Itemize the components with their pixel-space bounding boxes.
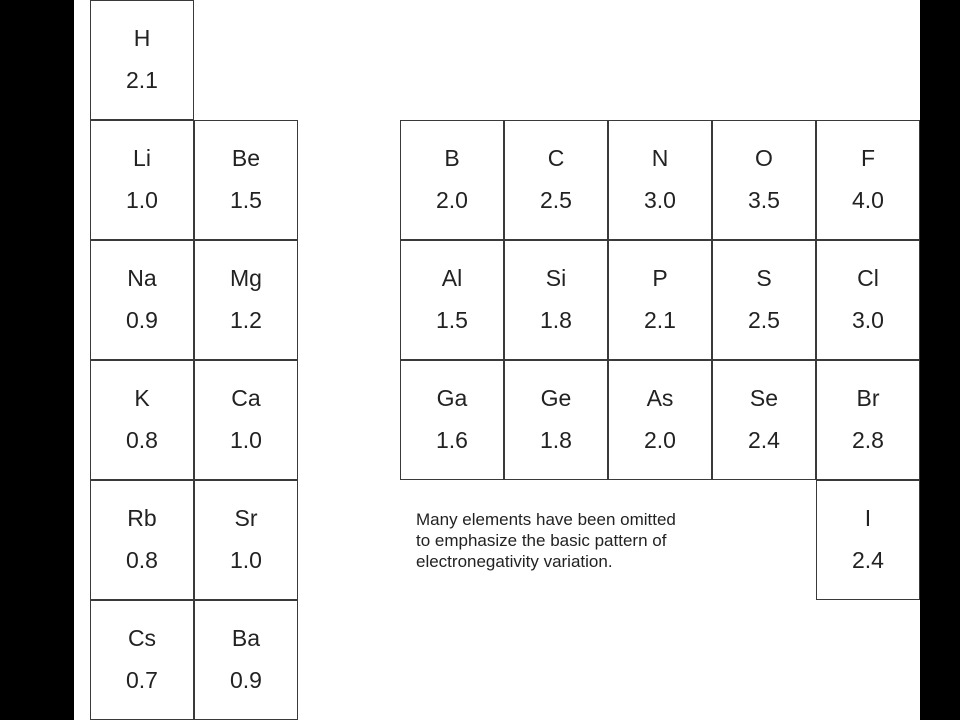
element-symbol: Se: [749, 385, 779, 411]
element-cell-p: [608, 240, 712, 360]
electronegativity-value: 2.0: [644, 427, 676, 453]
element-cell-s: [712, 240, 816, 360]
note-line-1: Many elements have been omitted: [416, 510, 676, 529]
electronegativity-value: 1.0: [126, 187, 158, 213]
electronegativity-value: 1.6: [436, 427, 468, 453]
element-cell-ga: [400, 360, 504, 480]
electronegativity-value: 2.4: [748, 427, 780, 453]
note-line-3: electronegativity variation.: [416, 552, 613, 571]
element-symbol: C: [547, 145, 565, 171]
element-cell-al: [400, 240, 504, 360]
electronegativity-value: 1.8: [540, 307, 572, 333]
element-symbol: H: [133, 25, 151, 51]
element-cell-k: [90, 360, 194, 480]
element-cell-ba: [194, 600, 298, 720]
element-symbol: I: [864, 505, 872, 531]
electronegativity-value: 2.1: [126, 67, 158, 93]
element-cell-na: [90, 240, 194, 360]
element-cell-cl: [816, 240, 920, 360]
electronegativity-value: 0.9: [126, 307, 158, 333]
element-cell-ge: [504, 360, 608, 480]
electronegativity-value: 0.8: [126, 427, 158, 453]
element-cell-n: [608, 120, 712, 240]
note: [416, 509, 826, 572]
element-symbol: Al: [441, 265, 463, 291]
electronegativity-value: 1.8: [540, 427, 572, 453]
element-cell-si: [504, 240, 608, 360]
electronegativity-value: 1.0: [230, 427, 262, 453]
element-symbol: Be: [231, 145, 261, 171]
element-cell-be: [194, 120, 298, 240]
electronegativity-value: 1.0: [230, 547, 262, 573]
element-cell-sr: [194, 480, 298, 600]
electronegativity-value: 2.5: [540, 187, 572, 213]
element-cell-li: [90, 120, 194, 240]
element-symbol: Si: [545, 265, 567, 291]
electronegativity-value: 1.5: [230, 187, 262, 213]
element-symbol: Ba: [231, 625, 261, 651]
element-symbol: As: [646, 385, 674, 411]
note-line-2: to emphasize the basic pattern of: [416, 531, 667, 550]
element-cell-o: [712, 120, 816, 240]
electronegativity-value: 0.8: [126, 547, 158, 573]
element-symbol: S: [756, 265, 772, 291]
element-symbol: B: [444, 145, 460, 171]
element-symbol: Sr: [234, 505, 258, 531]
periodic-table-diagram: [74, 0, 920, 720]
electronegativity-value: 2.4: [852, 547, 884, 573]
electronegativity-value: 1.2: [230, 307, 262, 333]
element-symbol: Br: [856, 385, 880, 411]
electronegativity-value: 0.7: [126, 667, 158, 693]
electronegativity-value: 3.0: [852, 307, 884, 333]
element-symbol: Ge: [540, 385, 572, 411]
element-symbol: Rb: [127, 505, 157, 531]
element-cell-cs: [90, 600, 194, 720]
element-symbol: F: [860, 145, 876, 171]
element-cell-ca: [194, 360, 298, 480]
element-symbol: Ga: [436, 385, 468, 411]
electronegativity-value: 2.5: [748, 307, 780, 333]
element-cell-i: [816, 480, 920, 600]
element-symbol: Li: [133, 145, 151, 171]
element-cell-as: [608, 360, 712, 480]
electronegativity-value: 2.0: [436, 187, 468, 213]
electronegativity-value: 3.0: [644, 187, 676, 213]
electronegativity-value: 0.9: [230, 667, 262, 693]
element-cell-mg: [194, 240, 298, 360]
element-cell-f: [816, 120, 920, 240]
element-symbol: Cl: [857, 265, 879, 291]
element-cell-se: [712, 360, 816, 480]
electronegativity-value: 3.5: [748, 187, 780, 213]
element-symbol: Mg: [230, 265, 262, 291]
element-symbol: Ca: [231, 385, 261, 411]
electronegativity-value: 2.8: [852, 427, 884, 453]
electronegativity-value: 1.5: [436, 307, 468, 333]
electronegativity-value: 4.0: [852, 187, 884, 213]
element-cell-h: [90, 0, 194, 120]
element-symbol: Na: [127, 265, 157, 291]
element-symbol: N: [651, 145, 669, 171]
element-symbol: P: [652, 265, 668, 291]
element-symbol: O: [755, 145, 773, 171]
electronegativity-value: 2.1: [644, 307, 676, 333]
element-cell-rb: [90, 480, 194, 600]
element-symbol: K: [134, 385, 150, 411]
element-cell-br: [816, 360, 920, 480]
element-cell-b: [400, 120, 504, 240]
element-cell-c: [504, 120, 608, 240]
element-symbol: Cs: [127, 625, 157, 651]
